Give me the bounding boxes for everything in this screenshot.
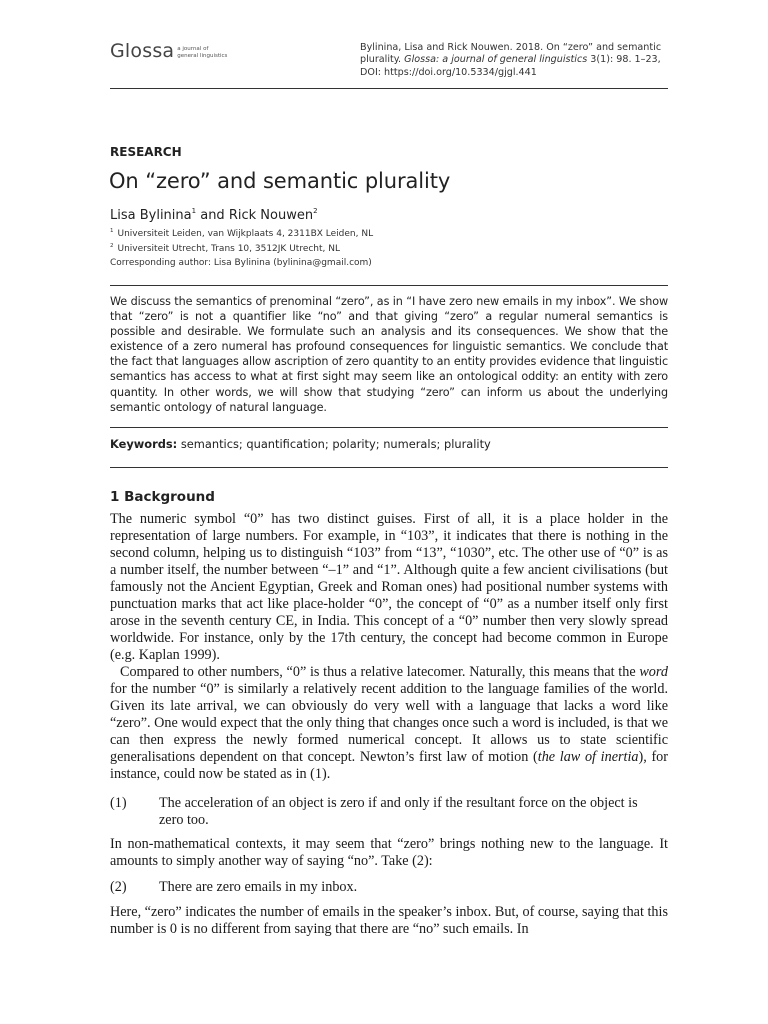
affiliation-1: $^1$ Universiteit Leiden, van Wijkplaats 4, 2311BX Leiden, NL	[110, 228, 374, 239]
citation-line-1: Bylinina, Lisa and Rick Nouwen. 2018. On “zero” and semantic	[360, 42, 662, 53]
author-name: Rick Nouwen	[228, 208, 314, 223]
example-number: (1)	[110, 795, 127, 811]
keywords	[110, 437, 491, 451]
example-text: The acceleration of an object is zero if and only if the resultant force on the object is zero too.	[159, 795, 638, 828]
corresponding-author: Corresponding author: Lisa Bylinina (bylinina@gmail.com)	[110, 258, 372, 268]
citation-doi[interactable]: DOI: https://doi.org/10.5334/gjgl.441	[360, 66, 537, 78]
affiliation-2: $^2$ Universiteit Utrecht, Trans 10, 3512JK Utrecht, NL	[110, 243, 341, 254]
body-text-2	[110, 836, 668, 870]
author-list: Lisa Bylinina$^1$ and Rick Nouwen$^2$	[110, 207, 318, 223]
header-divider	[110, 88, 668, 89]
author-name: Lisa Bylinina	[110, 208, 192, 223]
example-text: There are zero emails in my inbox.	[159, 879, 358, 895]
paragraph: The numeric symbol “0” has two distinct guises. First of all, it is a place holder in the representation of large numbers. For example, in “103”, it indicates that there is nothing in the second column, helping us to distinguish “103” from “13”, “1030”, etc. The other use of “0” is as a number itself, the number between “–1” and “1”. Although quite a few ancient civilisations (but famously not the Ancient Egyptian, Greek and Roman ones) had positional number systems with punctuation marks that act like place-holder “0”, the concept of “0” as a number itself only first arose in the seventh century CE, in India. This concept of a “0” number then very slowly spread worldwide. For instance, only by the 17th century, the concept had become common in Europe (e.g. Kaplan 1999).	[110, 511, 668, 663]
paragraph: Here, “zero” indicates the number of emails in the speaker’s inbox. But, of course, saying that this number is 0 is no different from saying that there are “no” such emails. In	[110, 904, 668, 937]
keywords-label: Keywords:	[110, 437, 178, 451]
logo-tagline: a journal of general linguistics	[177, 46, 228, 59]
abstract: We discuss the semantics of prenominal “zero”, as in “I have zero new emails in my inbox”. We show that “zero” is not a quantifier like “no” and that giving “zero” a regular numeral semantics is possible and desirable. We formulate such an analysis and its consequences. We show that the existence of a zero numeral has profound consequences for linguistic semantics. We conclude that the fact that languages allow ascription of zero quantity to an entity provides evidence that linguistic semantics has access to what at first sight may seem like an ontological oddity: an entity with zero quantity. In other words, we will show that studying “zero” can inform us about the underlying semantic ontology of natural language.	[110, 295, 668, 414]
body-text-3	[110, 904, 668, 938]
keywords-divider	[110, 467, 668, 468]
example-number: (2)	[110, 879, 127, 895]
abstract-bottom-divider	[110, 427, 668, 428]
logo-wordmark: Glossa	[110, 40, 175, 62]
section-heading: 1 Background	[110, 489, 215, 505]
citation: Bylinina, Lisa and Rick Nouwen. 2018. On “zero” and semantic plurality. Glossa: a journal of general linguistics 3(1): 98. 1–23, DOI: https://doi.org/10.5334/gjgl.441	[360, 42, 662, 78]
journal-header	[110, 40, 668, 88]
keywords-value: semantics; quantification; polarity; numerals; plurality	[177, 437, 491, 451]
paragraph: In non-mathematical contexts, it may seem that “zero” brings nothing new to the language. It amounts to simply another way of saying “no”. Take (2):	[110, 836, 668, 869]
article-title: On “zero” and semantic plurality	[109, 169, 451, 193]
journal-logo[interactable]	[110, 40, 237, 62]
article-type: RESEARCH	[110, 145, 182, 159]
paragraph: Compared to other numbers, “0” is thus a relative latecomer. Naturally, this means that the word for the number “0” is similarly a relatively recent addition to the language families of the world. Given its late arrival, we can obviously do very well with a language that lacks a word like “zero”. One would expect that the only thing that changes once such a word is included, is that we can then express the newly formed numerical concept. It allows us to state scientific generalisations dependent on that concept. Newton’s first law of motion (the law of inertia), for instance, could now be stated as in (1).	[110, 664, 668, 782]
abstract-top-divider	[110, 285, 668, 286]
body-text-1	[110, 511, 668, 783]
citation-journal: Glossa: a journal of general linguistics	[404, 54, 588, 66]
